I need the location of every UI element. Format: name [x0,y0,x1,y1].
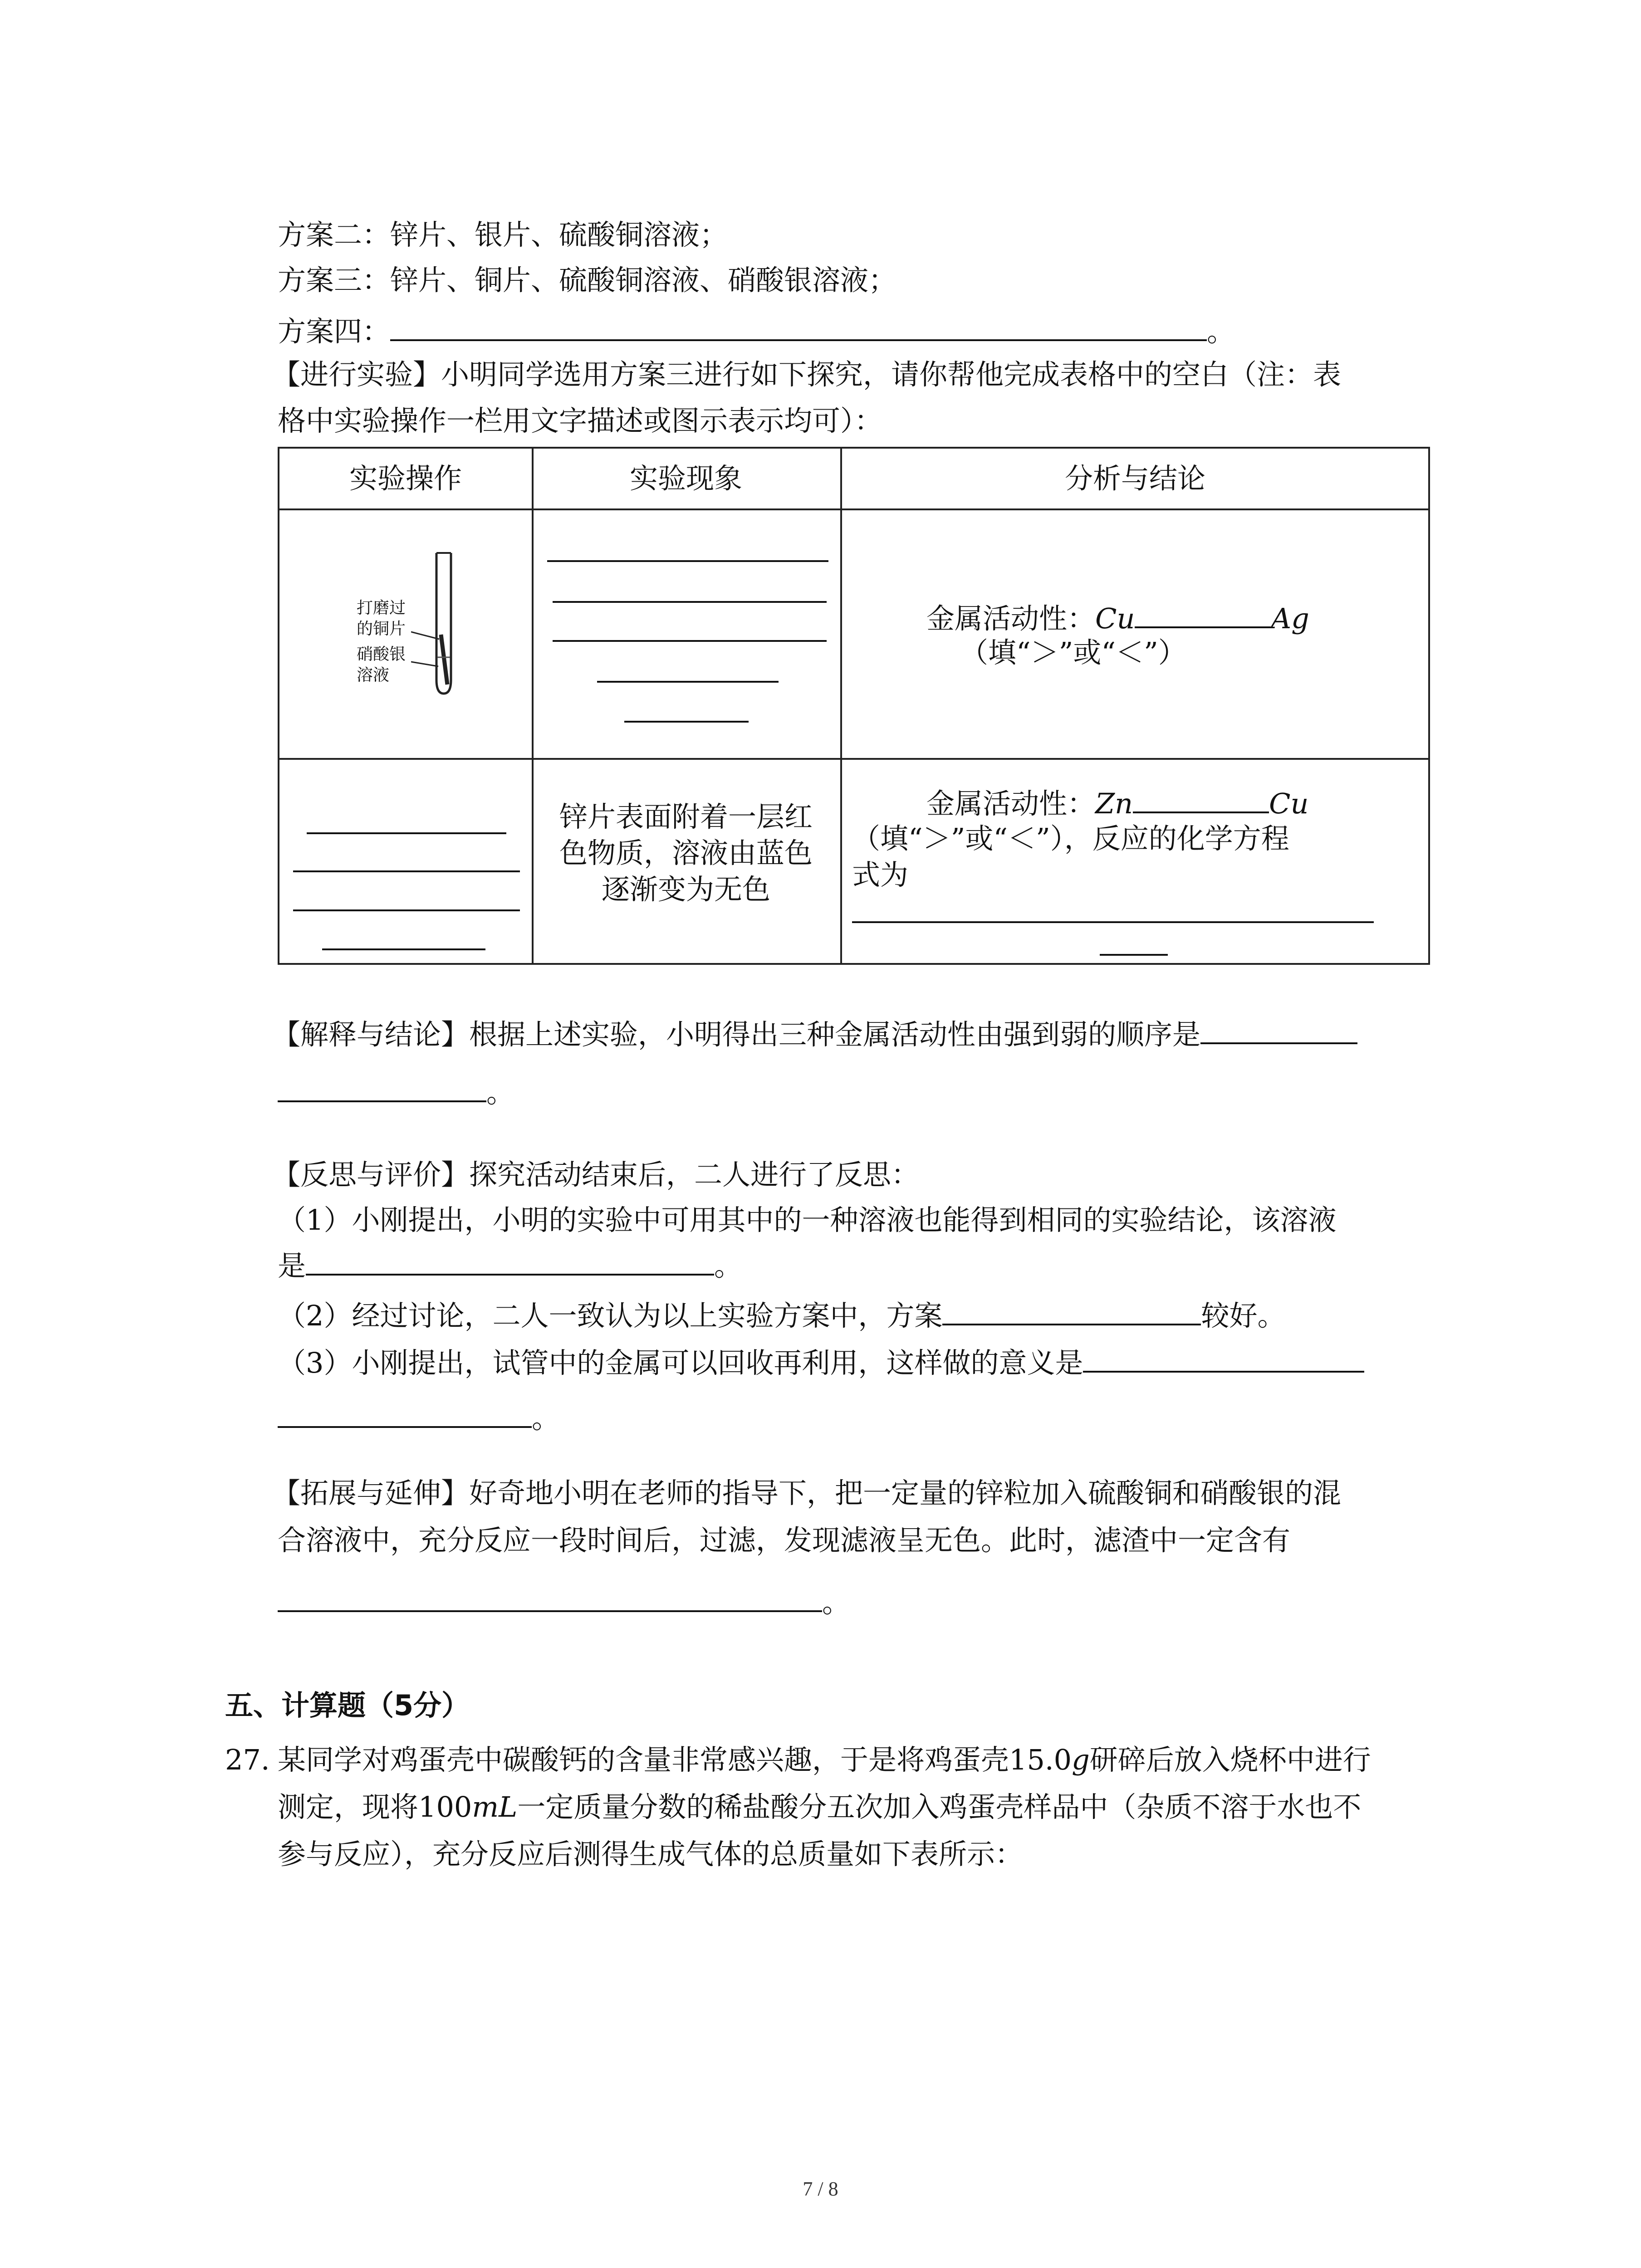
experiment-intro-line1: 【进行实验】小明同学选用方案三进行如下探究，请你帮他完成表格中的空白（注：表 [272,358,1342,391]
q27-mass: 15.0 [1009,1743,1072,1776]
plan-4-blank[interactable] [390,311,1207,341]
row2-fill-note: （填“＞”或“＜”），反应的化学方程 [852,822,1289,855]
row1-fill-note: （填“＞”或“＜”） [960,636,1186,669]
q27-line2-a: 测定，现将 [278,1790,419,1823]
q27-mass-unit: g [1072,1743,1090,1776]
q27-line2 [278,1789,1361,1825]
q27-line3: 参与反应），充分反应后测得生成气体的总质量如下表所示： [278,1838,1024,1871]
row2-metal-cu: Cu [1269,787,1309,820]
order-blank-cont[interactable] [278,1072,486,1102]
solution-blank[interactable] [306,1246,714,1276]
figure-label-4: 溶液 [357,666,390,684]
equation-blank[interactable] [852,893,1374,923]
operation-blank[interactable] [322,948,485,950]
row1-conclusion [926,598,1309,637]
q27-line2-b: 一定质量分数的稀盐酸分五次加入鸡蛋壳样品中（杂质不溶于水也不 [517,1790,1362,1823]
figure-label-1: 打磨过 [357,599,406,617]
header-operation: 实验操作 [349,462,462,495]
conclusion-end: 。 [486,1076,515,1109]
table-col-divider [840,449,842,963]
test-tube-figure [357,539,475,703]
row2-phenomenon-1: 锌片表面附着一层红 [559,800,813,833]
reflection-q2 [278,1295,1285,1334]
meaning-blank-cont[interactable] [278,1398,532,1428]
experiment-table [278,447,1430,965]
plan-4-end: 。 [1207,315,1235,348]
operation-blank[interactable] [293,870,520,872]
best-plan-blank[interactable] [942,1295,1201,1325]
phenomenon-blank[interactable] [553,640,827,642]
phenomenon-blank[interactable] [547,560,828,562]
reflection-q1-line1: （1）小刚提出，小明的实验中可用其中的一种溶液也能得到相同的实验结论，该溶液 [278,1203,1337,1237]
reflection-title: 【反思与评价】探究活动结束后，二人进行了反思： [272,1158,920,1191]
row1-activity-label: 金属活动性： [926,602,1096,635]
phenomenon-blank[interactable] [624,721,749,723]
reflection-q1-line2 [278,1246,742,1284]
order-blank[interactable] [1200,1014,1357,1044]
conclusion-text: 【解释与结论】根据上述实验，小明得出三种金属活动性由强到弱的顺序是 [272,1018,1201,1051]
q2-suffix: 较好。 [1201,1299,1286,1332]
extension-line1: 【拓展与延伸】好奇地小明在老师的指导下，把一定量的锌粒加入硫酸铜和硝酸银的混 [272,1476,1342,1510]
row2-phenomenon-2: 色物质，溶液由蓝色 [559,836,813,870]
operation-blank[interactable] [307,832,506,834]
page-number: 7 / 8 [803,2178,838,2200]
plan-2: 方案二：锌片、银片、硫酸铜溶液； [278,218,728,251]
q27-volume-unit: mL [472,1790,518,1823]
q1-end: 。 [714,1249,743,1282]
residue-blank[interactable] [278,1582,822,1612]
test-tube-icon [411,548,475,703]
plan-4-label: 方案四： [278,315,391,348]
row2-conclusion [926,783,1308,822]
row2-equation-label: 式为 [852,858,909,891]
phenomenon-blank[interactable] [553,601,827,603]
row2-phenomenon-3: 逐渐变为无色 [601,873,770,906]
reflection-q3-line2 [278,1398,560,1437]
meaning-blank[interactable] [1083,1343,1364,1373]
header-conclusion: 分析与结论 [1064,462,1205,495]
q27-line1 [278,1742,1371,1778]
q27-volume: 100 [418,1790,472,1823]
figure-label-3: 硝酸银 [357,645,406,664]
plan-3: 方案三：锌片、铜片、硫酸铜溶液、硝酸银溶液； [278,264,897,297]
experiment-intro-line2: 格中实验操作一栏用文字描述或图示表示均可）： [278,404,883,437]
reflection-q3 [278,1343,1364,1381]
q3-end: 。 [532,1402,560,1435]
row1-metal-ag: Ag [1271,602,1309,635]
section-5-title: 五、计算题（5分） [225,1689,470,1722]
q27-line1-a: 某同学对鸡蛋壳中碳酸钙的含量非常感兴趣，于是将鸡蛋壳 [278,1743,1009,1776]
equation-blank-tail[interactable] [1100,954,1168,956]
q27-line1-b: 研碎后放入烧杯中进行 [1089,1743,1371,1776]
conclusion-line2 [278,1072,514,1111]
q1-prefix: 是 [278,1249,306,1282]
extension-line3 [278,1582,850,1621]
phenomenon-blank[interactable] [597,681,779,683]
operation-blank[interactable] [293,909,520,911]
row1-metal-cu: Cu [1095,602,1135,635]
row2-activity-label: 金属活动性： [926,787,1096,820]
header-phenomenon: 实验现象 [629,462,742,495]
extension-line2: 合溶液中，充分反应一段时间后，过滤，发现滤液呈无色。此时，滤渣中一定含有 [278,1524,1291,1557]
q2-prefix: （2）经过讨论，二人一致认为以上实验方案中，方案 [278,1299,943,1332]
figure-label-2: 的铜片 [357,620,406,638]
extension-end: 。 [822,1586,851,1619]
q3-prefix: （3）小刚提出，试管中的金属可以回收再利用，这样做的意义是 [278,1346,1083,1379]
plan-4 [278,311,1235,350]
row2-metal-zn: Zn [1095,787,1133,820]
row2-equation [852,857,1428,932]
conclusion-line1 [272,1014,1357,1053]
row1-compare-blank[interactable] [1135,598,1271,628]
row2-compare-blank[interactable] [1133,783,1269,813]
q27-number: 27. [225,1743,270,1776]
table-row-divider [279,508,1428,510]
table-row-divider [279,758,1428,760]
